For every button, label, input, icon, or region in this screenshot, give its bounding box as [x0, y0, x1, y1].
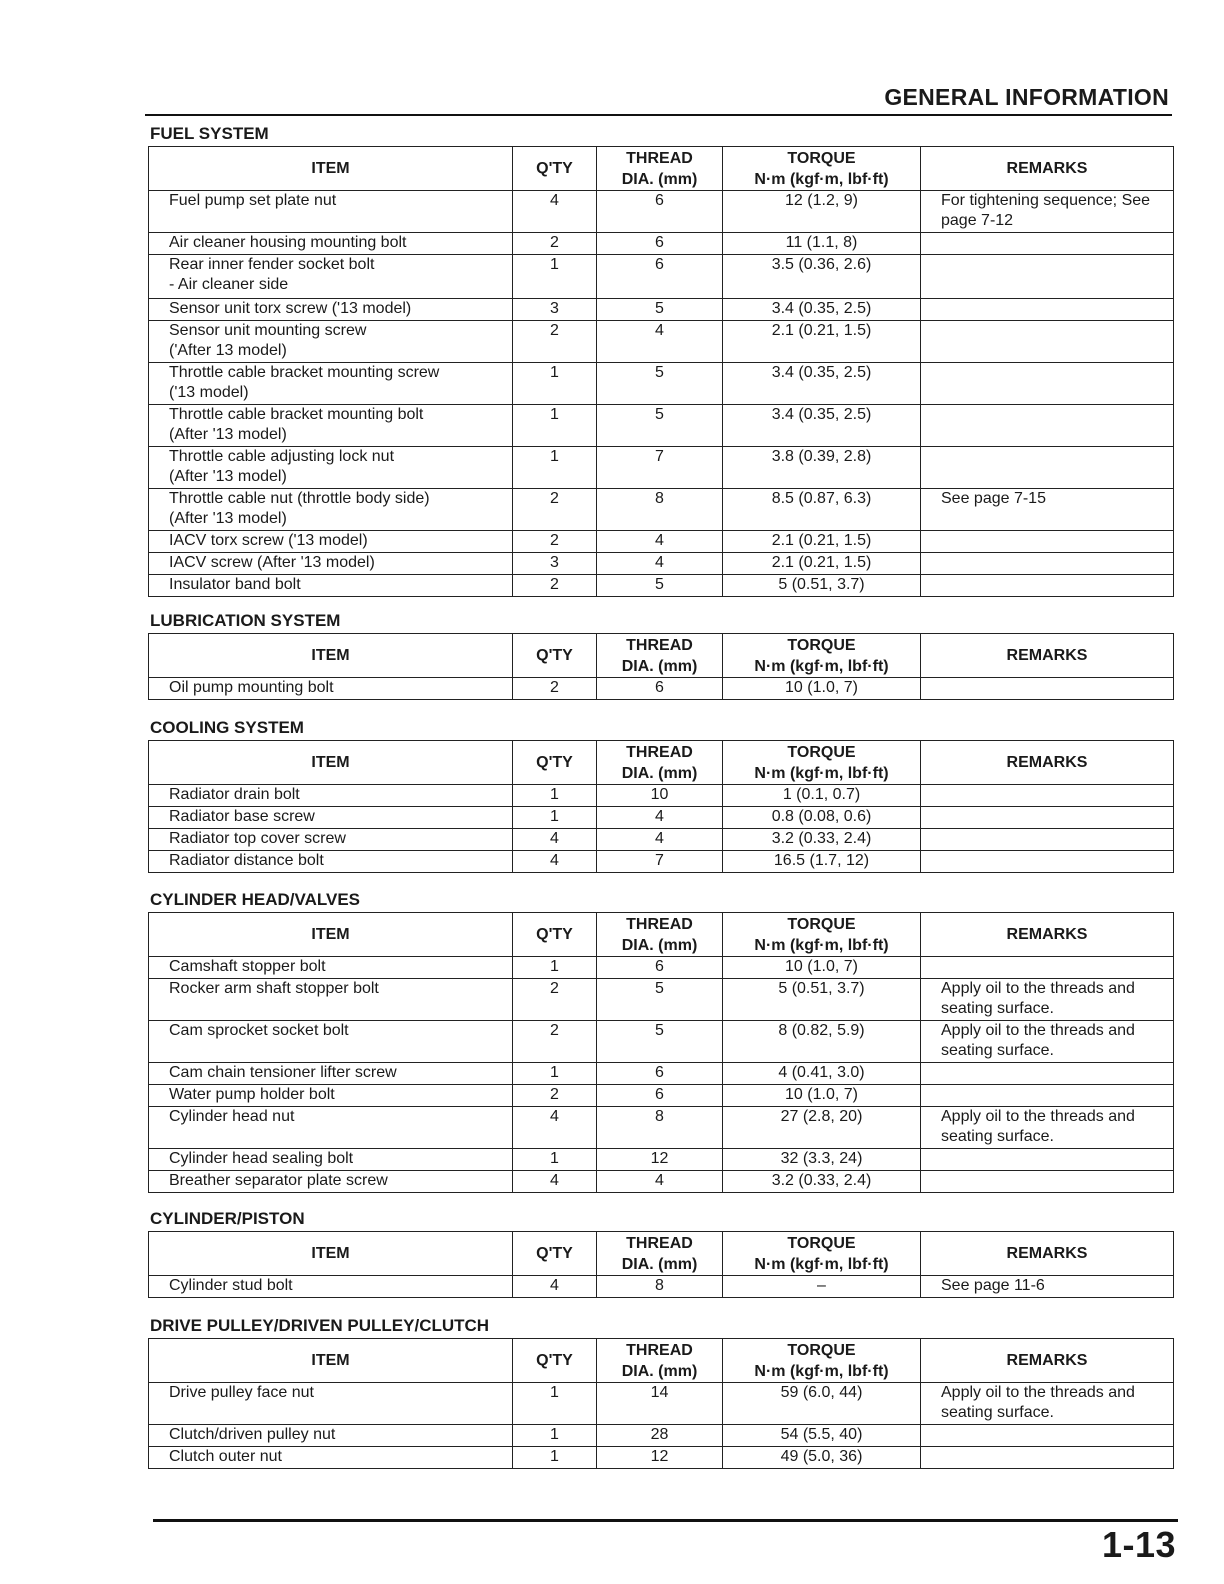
- table-row: [149, 1085, 1174, 1107]
- cell-remarks: Apply oil to the threads and seating surface.: [921, 1021, 1174, 1063]
- header-torque: [723, 1232, 921, 1276]
- cell-remarks: [921, 299, 1174, 321]
- cell-torque: 10 (1.0, 7): [723, 957, 921, 979]
- header-thread-dia-line: THREAD: [626, 149, 693, 167]
- table-row: [149, 575, 1174, 597]
- cell-remarks: [921, 363, 1174, 405]
- cell-remarks: See page 11-6: [921, 1276, 1174, 1298]
- cell-qty: 1: [513, 1383, 597, 1425]
- cell-dia: 6: [597, 255, 723, 299]
- header-thread-dia: [597, 634, 723, 678]
- header-torque-line: TORQUE: [787, 1341, 856, 1359]
- table-header-row: [149, 1232, 1174, 1276]
- table-row: [149, 1021, 1174, 1063]
- cell-dia: 28: [597, 1425, 723, 1447]
- cell-torque: 8 (0.82, 5.9): [723, 1021, 921, 1063]
- section-title: LUBRICATION SYSTEM: [150, 611, 341, 630]
- cell-dia: 7: [597, 851, 723, 873]
- header-thread-dia-line: DIA. (mm): [621, 657, 698, 675]
- cell-torque: 3.4 (0.35, 2.5): [723, 363, 921, 405]
- header-qty: [513, 741, 597, 785]
- cell-item: IACV torx screw ('13 model): [149, 531, 513, 553]
- header-item-line: ITEM: [311, 754, 350, 771]
- cell-item: Cylinder stud bolt: [149, 1276, 513, 1298]
- header-item: [149, 634, 513, 678]
- header-thread-dia-line: THREAD: [626, 636, 693, 654]
- table-row: [149, 447, 1174, 489]
- header-remarks-line: REMARKS: [1006, 1352, 1088, 1369]
- torque-table: [148, 146, 1174, 597]
- cell-torque: 5 (0.51, 3.7): [723, 575, 921, 597]
- header-torque-line: N·m (kgf·m, lbf·ft): [754, 1255, 889, 1273]
- cell-dia: 5: [597, 405, 723, 447]
- header-torque: [723, 634, 921, 678]
- cell-torque: 3.2 (0.33, 2.4): [723, 1171, 921, 1193]
- cell-torque: 5 (0.51, 3.7): [723, 979, 921, 1021]
- table-row: [149, 321, 1174, 363]
- cell-remarks: [921, 447, 1174, 489]
- table-row: [149, 957, 1174, 979]
- cell-torque: 59 (6.0, 44): [723, 1383, 921, 1425]
- section-title: DRIVE PULLEY/DRIVEN PULLEY/CLUTCH: [150, 1316, 490, 1335]
- header-item: [149, 913, 513, 957]
- header-item-line: ITEM: [311, 926, 350, 943]
- cell-qty: 4: [513, 1171, 597, 1193]
- cell-item: Cylinder head nut: [149, 1107, 513, 1149]
- table-row: [149, 553, 1174, 575]
- cell-qty: 3: [513, 553, 597, 575]
- cell-dia: 5: [597, 1021, 723, 1063]
- cell-torque: 4 (0.41, 3.0): [723, 1063, 921, 1085]
- cell-dia: 10: [597, 785, 723, 807]
- cell-item: Insulator band bolt: [149, 575, 513, 597]
- header-qty-line: Q'TY: [536, 160, 573, 177]
- cell-qty: 2: [513, 1085, 597, 1107]
- cell-remarks: [921, 851, 1174, 873]
- table-header-row: [149, 1339, 1174, 1383]
- cell-torque: 54 (5.5, 40): [723, 1425, 921, 1447]
- cell-remarks: [921, 1063, 1174, 1085]
- cell-torque: 49 (5.0, 36): [723, 1447, 921, 1469]
- header-thread-dia-line: DIA. (mm): [621, 764, 698, 782]
- cell-qty: 1: [513, 1425, 597, 1447]
- header-qty-line: Q'TY: [536, 926, 573, 943]
- header-remarks: [921, 634, 1174, 678]
- cell-dia: 6: [597, 1085, 723, 1107]
- cell-qty: 1: [513, 447, 597, 489]
- cell-dia: 4: [597, 531, 723, 553]
- table-header-row: [149, 741, 1174, 785]
- cell-torque: 32 (3.3, 24): [723, 1149, 921, 1171]
- cell-item: Radiator distance bolt: [149, 851, 513, 873]
- header-torque-line: N·m (kgf·m, lbf·ft): [754, 936, 889, 954]
- header-item-line: ITEM: [311, 1352, 350, 1369]
- header-thread-dia-line: DIA. (mm): [621, 170, 698, 188]
- cell-item: Throttle cable bracket mounting bolt (After '13 model): [149, 405, 513, 447]
- cell-dia: 6: [597, 233, 723, 255]
- cell-torque: 3.8 (0.39, 2.8): [723, 447, 921, 489]
- cell-item: Rocker arm shaft stopper bolt: [149, 979, 513, 1021]
- cell-dia: 4: [597, 807, 723, 829]
- cell-remarks: [921, 1085, 1174, 1107]
- header-divider: [145, 114, 1172, 116]
- cell-torque: 1 (0.1, 0.7): [723, 785, 921, 807]
- table-row: [149, 405, 1174, 447]
- cell-qty: 1: [513, 807, 597, 829]
- cell-item: Air cleaner housing mounting bolt: [149, 233, 513, 255]
- header-torque-line: N·m (kgf·m, lbf·ft): [754, 1362, 889, 1380]
- cell-remarks: Apply oil to the threads and seating surface.: [921, 1383, 1174, 1425]
- cell-dia: 8: [597, 1107, 723, 1149]
- cell-dia: 5: [597, 575, 723, 597]
- header-qty-line: Q'TY: [536, 647, 573, 664]
- cell-torque: 12 (1.2, 9): [723, 191, 921, 233]
- cell-qty: 2: [513, 1021, 597, 1063]
- header-qty-line: Q'TY: [536, 1245, 573, 1262]
- table-row: [149, 531, 1174, 553]
- cell-remarks: [921, 1171, 1174, 1193]
- table-row: [149, 1171, 1174, 1193]
- cell-remarks: [921, 678, 1174, 700]
- cell-qty: 2: [513, 678, 597, 700]
- header-remarks: [921, 741, 1174, 785]
- cell-item: Water pump holder bolt: [149, 1085, 513, 1107]
- cell-remarks: [921, 1425, 1174, 1447]
- cell-item: Oil pump mounting bolt: [149, 678, 513, 700]
- header-thread-dia-line: DIA. (mm): [621, 1362, 698, 1380]
- cell-item: Radiator base screw: [149, 807, 513, 829]
- cell-dia: 5: [597, 363, 723, 405]
- cell-torque: 27 (2.8, 20): [723, 1107, 921, 1149]
- table-row: [149, 191, 1174, 233]
- section-title: CYLINDER/PISTON: [150, 1209, 305, 1228]
- section-title: FUEL SYSTEM: [150, 124, 269, 143]
- cell-remarks: [921, 1447, 1174, 1469]
- cell-qty: 3: [513, 299, 597, 321]
- cell-remarks: [921, 807, 1174, 829]
- header-item: [149, 1232, 513, 1276]
- cell-dia: 4: [597, 829, 723, 851]
- cell-remarks: [921, 829, 1174, 851]
- header-qty: [513, 1232, 597, 1276]
- spec-section: [148, 1209, 1174, 1298]
- cell-item: Throttle cable adjusting lock nut (After '13 model): [149, 447, 513, 489]
- cell-qty: 4: [513, 191, 597, 233]
- cell-item: Throttle cable bracket mounting screw ('13 model): [149, 363, 513, 405]
- cell-item: IACV screw (After '13 model): [149, 553, 513, 575]
- cell-qty: 1: [513, 957, 597, 979]
- header-remarks-line: REMARKS: [1006, 160, 1088, 177]
- header-thread-dia: [597, 913, 723, 957]
- header-thread-dia-line: DIA. (mm): [621, 1255, 698, 1273]
- cell-dia: 6: [597, 678, 723, 700]
- header-qty-line: Q'TY: [536, 754, 573, 771]
- torque-table: [148, 740, 1174, 873]
- spec-section: [148, 718, 1174, 873]
- cell-dia: 8: [597, 1276, 723, 1298]
- table-row: [149, 829, 1174, 851]
- cell-remarks: [921, 785, 1174, 807]
- header-qty-line: Q'TY: [536, 1352, 573, 1369]
- cell-item: Sensor unit torx screw ('13 model): [149, 299, 513, 321]
- cell-qty: 4: [513, 829, 597, 851]
- header-remarks: [921, 1339, 1174, 1383]
- table-row: [149, 1383, 1174, 1425]
- header-item-line: ITEM: [311, 1245, 350, 1262]
- header-torque-line: TORQUE: [787, 915, 856, 933]
- header-torque-line: TORQUE: [787, 636, 856, 654]
- header-item: [149, 741, 513, 785]
- torque-table: [148, 633, 1174, 700]
- cell-qty: 2: [513, 233, 597, 255]
- table-row: [149, 1276, 1174, 1298]
- header-torque: [723, 147, 921, 191]
- spec-section: [148, 124, 1174, 597]
- cell-torque: 3.4 (0.35, 2.5): [723, 405, 921, 447]
- table-row: [149, 255, 1174, 299]
- cell-qty: 4: [513, 851, 597, 873]
- header-remarks: [921, 147, 1174, 191]
- table-row: [149, 1107, 1174, 1149]
- header-thread-dia: [597, 1232, 723, 1276]
- table-row: [149, 1447, 1174, 1469]
- cell-item: Cam chain tensioner lifter screw: [149, 1063, 513, 1085]
- cell-dia: 6: [597, 957, 723, 979]
- cell-dia: 14: [597, 1383, 723, 1425]
- cell-qty: 1: [513, 255, 597, 299]
- torque-table: [148, 1338, 1174, 1469]
- table-row: [149, 299, 1174, 321]
- cell-torque: –: [723, 1276, 921, 1298]
- cell-item: Throttle cable nut (throttle body side) (After '13 model): [149, 489, 513, 531]
- table-row: [149, 1063, 1174, 1085]
- header-thread-dia: [597, 1339, 723, 1383]
- cell-remarks: For tightening sequence; See page 7-12: [921, 191, 1174, 233]
- torque-table: [148, 912, 1174, 1193]
- table-row: [149, 979, 1174, 1021]
- header-thread-dia-line: THREAD: [626, 743, 693, 761]
- table-row: [149, 489, 1174, 531]
- cell-torque: 0.8 (0.08, 0.6): [723, 807, 921, 829]
- cell-qty: 4: [513, 1276, 597, 1298]
- cell-qty: 1: [513, 1063, 597, 1085]
- header-torque-line: TORQUE: [787, 1234, 856, 1252]
- footer-divider: [153, 1519, 1178, 1522]
- cell-item: Radiator drain bolt: [149, 785, 513, 807]
- cell-qty: 1: [513, 1149, 597, 1171]
- header-qty: [513, 147, 597, 191]
- cell-dia: 7: [597, 447, 723, 489]
- cell-item: Breather separator plate screw: [149, 1171, 513, 1193]
- header-torque: [723, 913, 921, 957]
- cell-item: Cam sprocket socket bolt: [149, 1021, 513, 1063]
- section-title: CYLINDER HEAD/VALVES: [150, 890, 361, 909]
- cell-qty: 4: [513, 1107, 597, 1149]
- table-row: [149, 363, 1174, 405]
- cell-torque: 3.2 (0.33, 2.4): [723, 829, 921, 851]
- cell-torque: 2.1 (0.21, 1.5): [723, 553, 921, 575]
- cell-item: Clutch/driven pulley nut: [149, 1425, 513, 1447]
- cell-qty: 2: [513, 979, 597, 1021]
- cell-torque: 3.4 (0.35, 2.5): [723, 299, 921, 321]
- header-item-line: ITEM: [311, 160, 350, 177]
- header-thread-dia-line: THREAD: [626, 1341, 693, 1359]
- table-row: [149, 851, 1174, 873]
- cell-item: Fuel pump set plate nut: [149, 191, 513, 233]
- cell-torque: 8.5 (0.87, 6.3): [723, 489, 921, 531]
- cell-qty: 2: [513, 575, 597, 597]
- cell-dia: 4: [597, 553, 723, 575]
- header-thread-dia-line: DIA. (mm): [621, 936, 698, 954]
- cell-torque: 16.5 (1.7, 12): [723, 851, 921, 873]
- cell-item: Cylinder head sealing bolt: [149, 1149, 513, 1171]
- cell-remarks: See page 7-15: [921, 489, 1174, 531]
- cell-item: Radiator top cover screw: [149, 829, 513, 851]
- cell-remarks: [921, 957, 1174, 979]
- cell-remarks: [921, 321, 1174, 363]
- cell-qty: 1: [513, 1447, 597, 1469]
- cell-remarks: [921, 1149, 1174, 1171]
- cell-torque: 2.1 (0.21, 1.5): [723, 321, 921, 363]
- cell-dia: 4: [597, 321, 723, 363]
- header-torque-line: TORQUE: [787, 149, 856, 167]
- spec-section: [148, 890, 1174, 1193]
- page-header-title: GENERAL INFORMATION: [884, 84, 1169, 110]
- spec-section: [148, 1316, 1174, 1469]
- cell-torque: 10 (1.0, 7): [723, 1085, 921, 1107]
- cell-torque: 10 (1.0, 7): [723, 678, 921, 700]
- cell-dia: 8: [597, 489, 723, 531]
- header-remarks-line: REMARKS: [1006, 647, 1088, 664]
- cell-qty: 2: [513, 321, 597, 363]
- header-remarks-line: REMARKS: [1006, 754, 1088, 771]
- cell-item: Clutch outer nut: [149, 1447, 513, 1469]
- header-thread-dia: [597, 147, 723, 191]
- header-thread-dia: [597, 741, 723, 785]
- cell-dia: 12: [597, 1149, 723, 1171]
- header-remarks-line: REMARKS: [1006, 926, 1088, 943]
- header-torque: [723, 1339, 921, 1383]
- cell-dia: 5: [597, 979, 723, 1021]
- header-item: [149, 147, 513, 191]
- table-row: [149, 785, 1174, 807]
- header-torque-line: N·m (kgf·m, lbf·ft): [754, 764, 889, 782]
- cell-dia: 4: [597, 1171, 723, 1193]
- cell-remarks: [921, 575, 1174, 597]
- header-item: [149, 1339, 513, 1383]
- table-row: [149, 678, 1174, 700]
- cell-torque: 11 (1.1, 8): [723, 233, 921, 255]
- table-row: [149, 807, 1174, 829]
- header-remarks: [921, 1232, 1174, 1276]
- cell-dia: 6: [597, 191, 723, 233]
- table-header-row: [149, 634, 1174, 678]
- cell-item: Drive pulley face nut: [149, 1383, 513, 1425]
- cell-remarks: [921, 405, 1174, 447]
- header-torque-line: TORQUE: [787, 743, 856, 761]
- torque-table: [148, 1231, 1174, 1298]
- cell-qty: 2: [513, 489, 597, 531]
- header-torque-line: N·m (kgf·m, lbf·ft): [754, 170, 889, 188]
- header-remarks: [921, 913, 1174, 957]
- cell-dia: 5: [597, 299, 723, 321]
- cell-remarks: [921, 255, 1174, 299]
- header-thread-dia-line: THREAD: [626, 915, 693, 933]
- cell-qty: 1: [513, 405, 597, 447]
- spec-section: [148, 611, 1174, 700]
- header-item-line: ITEM: [311, 647, 350, 664]
- header-thread-dia-line: THREAD: [626, 1234, 693, 1252]
- header-qty: [513, 913, 597, 957]
- header-torque-line: N·m (kgf·m, lbf·ft): [754, 657, 889, 675]
- section-title: COOLING SYSTEM: [150, 718, 304, 737]
- cell-remarks: [921, 233, 1174, 255]
- cell-item: Sensor unit mounting screw ('After 13 model): [149, 321, 513, 363]
- cell-dia: 6: [597, 1063, 723, 1085]
- table-row: [149, 1149, 1174, 1171]
- header-qty: [513, 1339, 597, 1383]
- cell-item: Camshaft stopper bolt: [149, 957, 513, 979]
- header-remarks-line: REMARKS: [1006, 1245, 1088, 1262]
- cell-torque: 2.1 (0.21, 1.5): [723, 531, 921, 553]
- cell-qty: 1: [513, 785, 597, 807]
- header-qty: [513, 634, 597, 678]
- table-row: [149, 233, 1174, 255]
- cell-remarks: Apply oil to the threads and seating surface.: [921, 1107, 1174, 1149]
- table-row: [149, 1425, 1174, 1447]
- cell-remarks: [921, 531, 1174, 553]
- table-header-row: [149, 913, 1174, 957]
- cell-dia: 12: [597, 1447, 723, 1469]
- cell-qty: 2: [513, 531, 597, 553]
- cell-remarks: Apply oil to the threads and seating surface.: [921, 979, 1174, 1021]
- header-torque: [723, 741, 921, 785]
- cell-remarks: [921, 553, 1174, 575]
- cell-torque: 3.5 (0.36, 2.6): [723, 255, 921, 299]
- cell-item: Rear inner fender socket bolt - Air cleaner side: [149, 255, 513, 299]
- cell-qty: 1: [513, 363, 597, 405]
- table-header-row: [149, 147, 1174, 191]
- page-number: 1-13: [1101, 1524, 1176, 1565]
